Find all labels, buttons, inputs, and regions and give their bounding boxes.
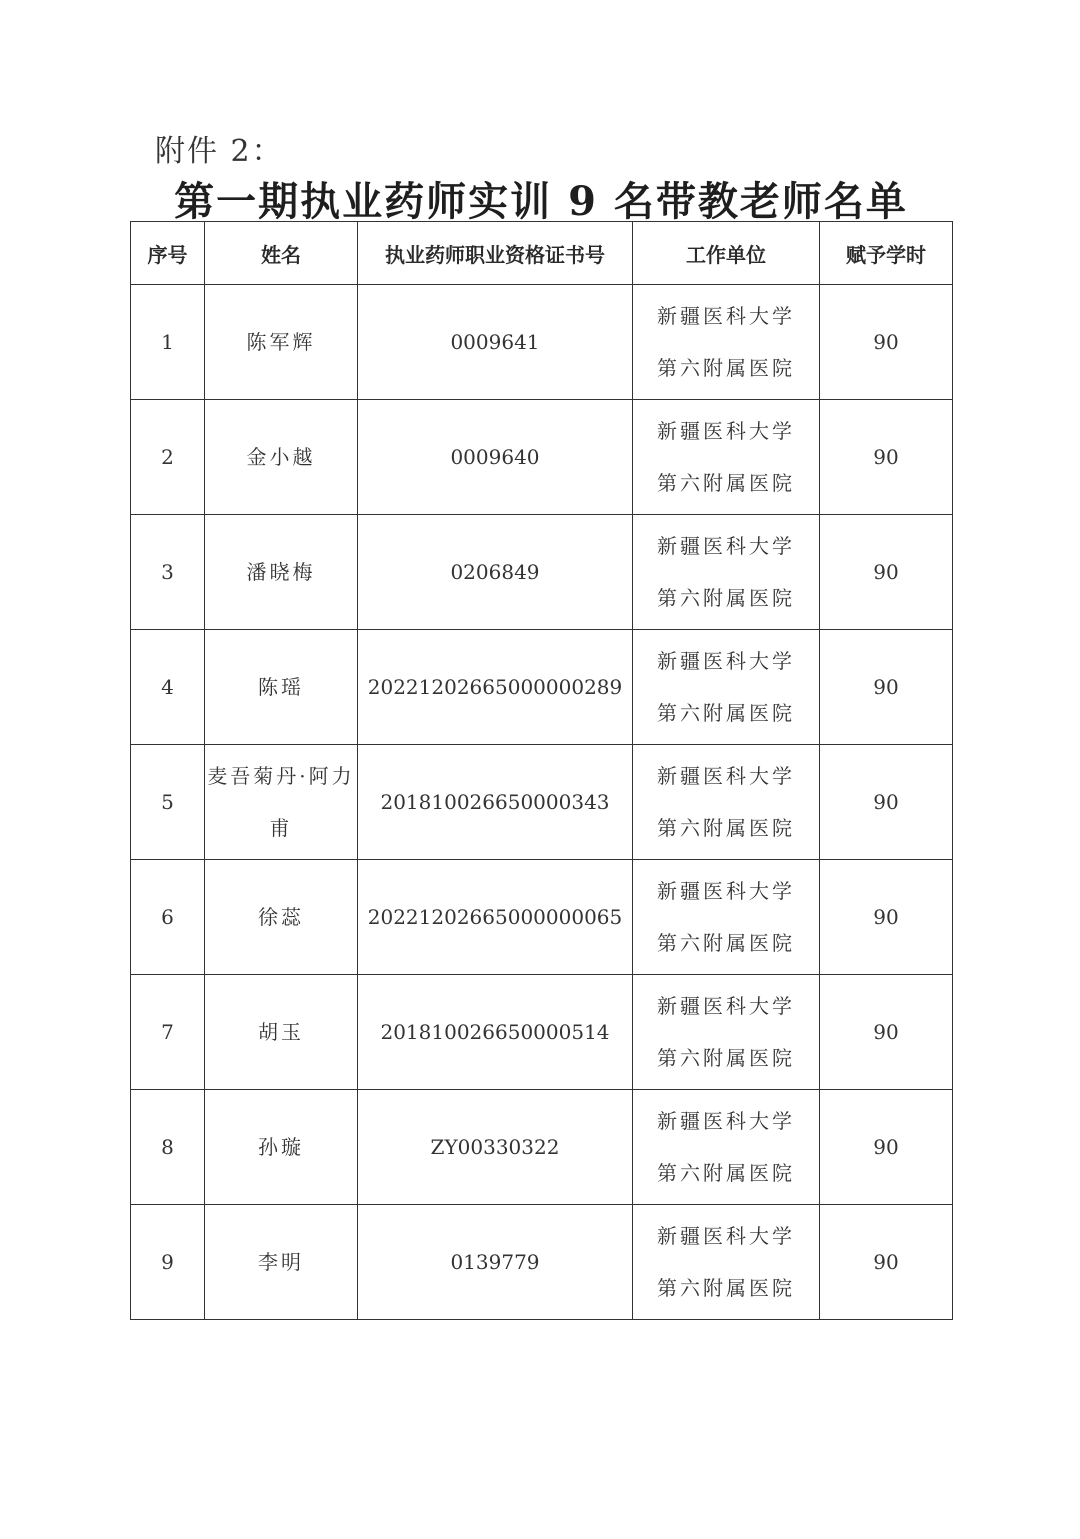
certificate-number: 0206849 [358,515,633,630]
header-index: 序号 [131,222,205,285]
table-header-row [131,222,953,285]
work-unit [633,1205,820,1320]
work-unit [633,860,820,975]
header-hours: 赋予学时 [820,222,953,285]
row-index: 4 [131,630,205,745]
row-index: 1 [131,285,205,400]
credit-hours: 90 [820,1205,953,1320]
teacher-name: 孙璇 [205,1090,358,1205]
row-index: 8 [131,1090,205,1205]
credit-hours: 90 [820,975,953,1090]
work-unit-line2: 第六附属医院 [657,1161,795,1185]
work-unit-line1: 新疆医科大学 [657,649,795,673]
credit-hours: 90 [820,285,953,400]
work-unit-line2: 第六附属医院 [657,586,795,610]
document-title: 第一期执业药师实训 9 名带教老师名单 [174,178,908,225]
credit-hours: 90 [820,515,953,630]
teacher-name: 陈瑶 [205,630,358,745]
teacher-name: 陈军辉 [205,285,358,400]
row-index: 3 [131,515,205,630]
teacher-name: 潘晓梅 [205,515,358,630]
work-unit [633,400,820,515]
teacher-name: 李明 [205,1205,358,1320]
credit-hours: 90 [820,1090,953,1205]
work-unit [633,285,820,400]
work-unit-line2: 第六附属医院 [657,1276,795,1300]
work-unit-line1: 新疆医科大学 [657,534,795,558]
work-unit-line2: 第六附属医院 [657,931,795,955]
teacher-name: 徐蕊 [205,860,358,975]
work-unit-line2: 第六附属医院 [657,471,795,495]
table-row [131,285,953,400]
table-row [131,400,953,515]
work-unit [633,1090,820,1205]
table-row [131,1090,953,1205]
certificate-number: 2022120266500000​0289 [358,630,633,745]
credit-hours: 90 [820,745,953,860]
row-index: 5 [131,745,205,860]
certificate-number: 0009641 [358,285,633,400]
row-index: 2 [131,400,205,515]
work-unit-line1: 新疆医科大学 [657,994,795,1018]
work-unit-line2: 第六附属医院 [657,356,795,380]
table-row [131,860,953,975]
attachment-label: 附件 2： [155,134,284,169]
certificate-number: 0009640 [358,400,633,515]
work-unit-line1: 新疆医科大学 [657,764,795,788]
work-unit-line2: 第六附属医院 [657,701,795,725]
work-unit-line2: 第六附属医院 [657,816,795,840]
work-unit [633,975,820,1090]
header-name: 姓名 [205,222,358,285]
certificate-number: 201810026650000514 [358,975,633,1090]
table-row [131,975,953,1090]
header-unit: 工作单位 [633,222,820,285]
teacher-name: 麦吾菊丹·阿力甫 [205,745,358,860]
row-index: 6 [131,860,205,975]
header-certificate: 执业药师职业资格证书号 [358,222,633,285]
work-unit [633,745,820,860]
work-unit-line1: 新疆医科大学 [657,879,795,903]
work-unit-line1: 新疆医科大学 [657,1109,795,1133]
work-unit-line1: 新疆医科大学 [657,1224,795,1248]
credit-hours: 90 [820,630,953,745]
certificate-number: 20221202665000000065 [358,860,633,975]
table-row [131,1205,953,1320]
work-unit-line1: 新疆医科大学 [657,419,795,443]
work-unit-line2: 第六附属医院 [657,1046,795,1070]
table-body [131,285,953,1320]
teacher-table [130,221,953,1320]
certificate-number: 201810026650000343 [358,745,633,860]
row-index: 7 [131,975,205,1090]
credit-hours: 90 [820,400,953,515]
teacher-name: 胡玉 [205,975,358,1090]
table-row [131,630,953,745]
row-index: 9 [131,1205,205,1320]
teacher-name: 金小越 [205,400,358,515]
work-unit [633,630,820,745]
work-unit-line1: 新疆医科大学 [657,304,795,328]
table-row [131,515,953,630]
table-row [131,745,953,860]
certificate-number: ZY00330322 [358,1090,633,1205]
credit-hours: 90 [820,860,953,975]
work-unit [633,515,820,630]
certificate-number: 0139779 [358,1205,633,1320]
